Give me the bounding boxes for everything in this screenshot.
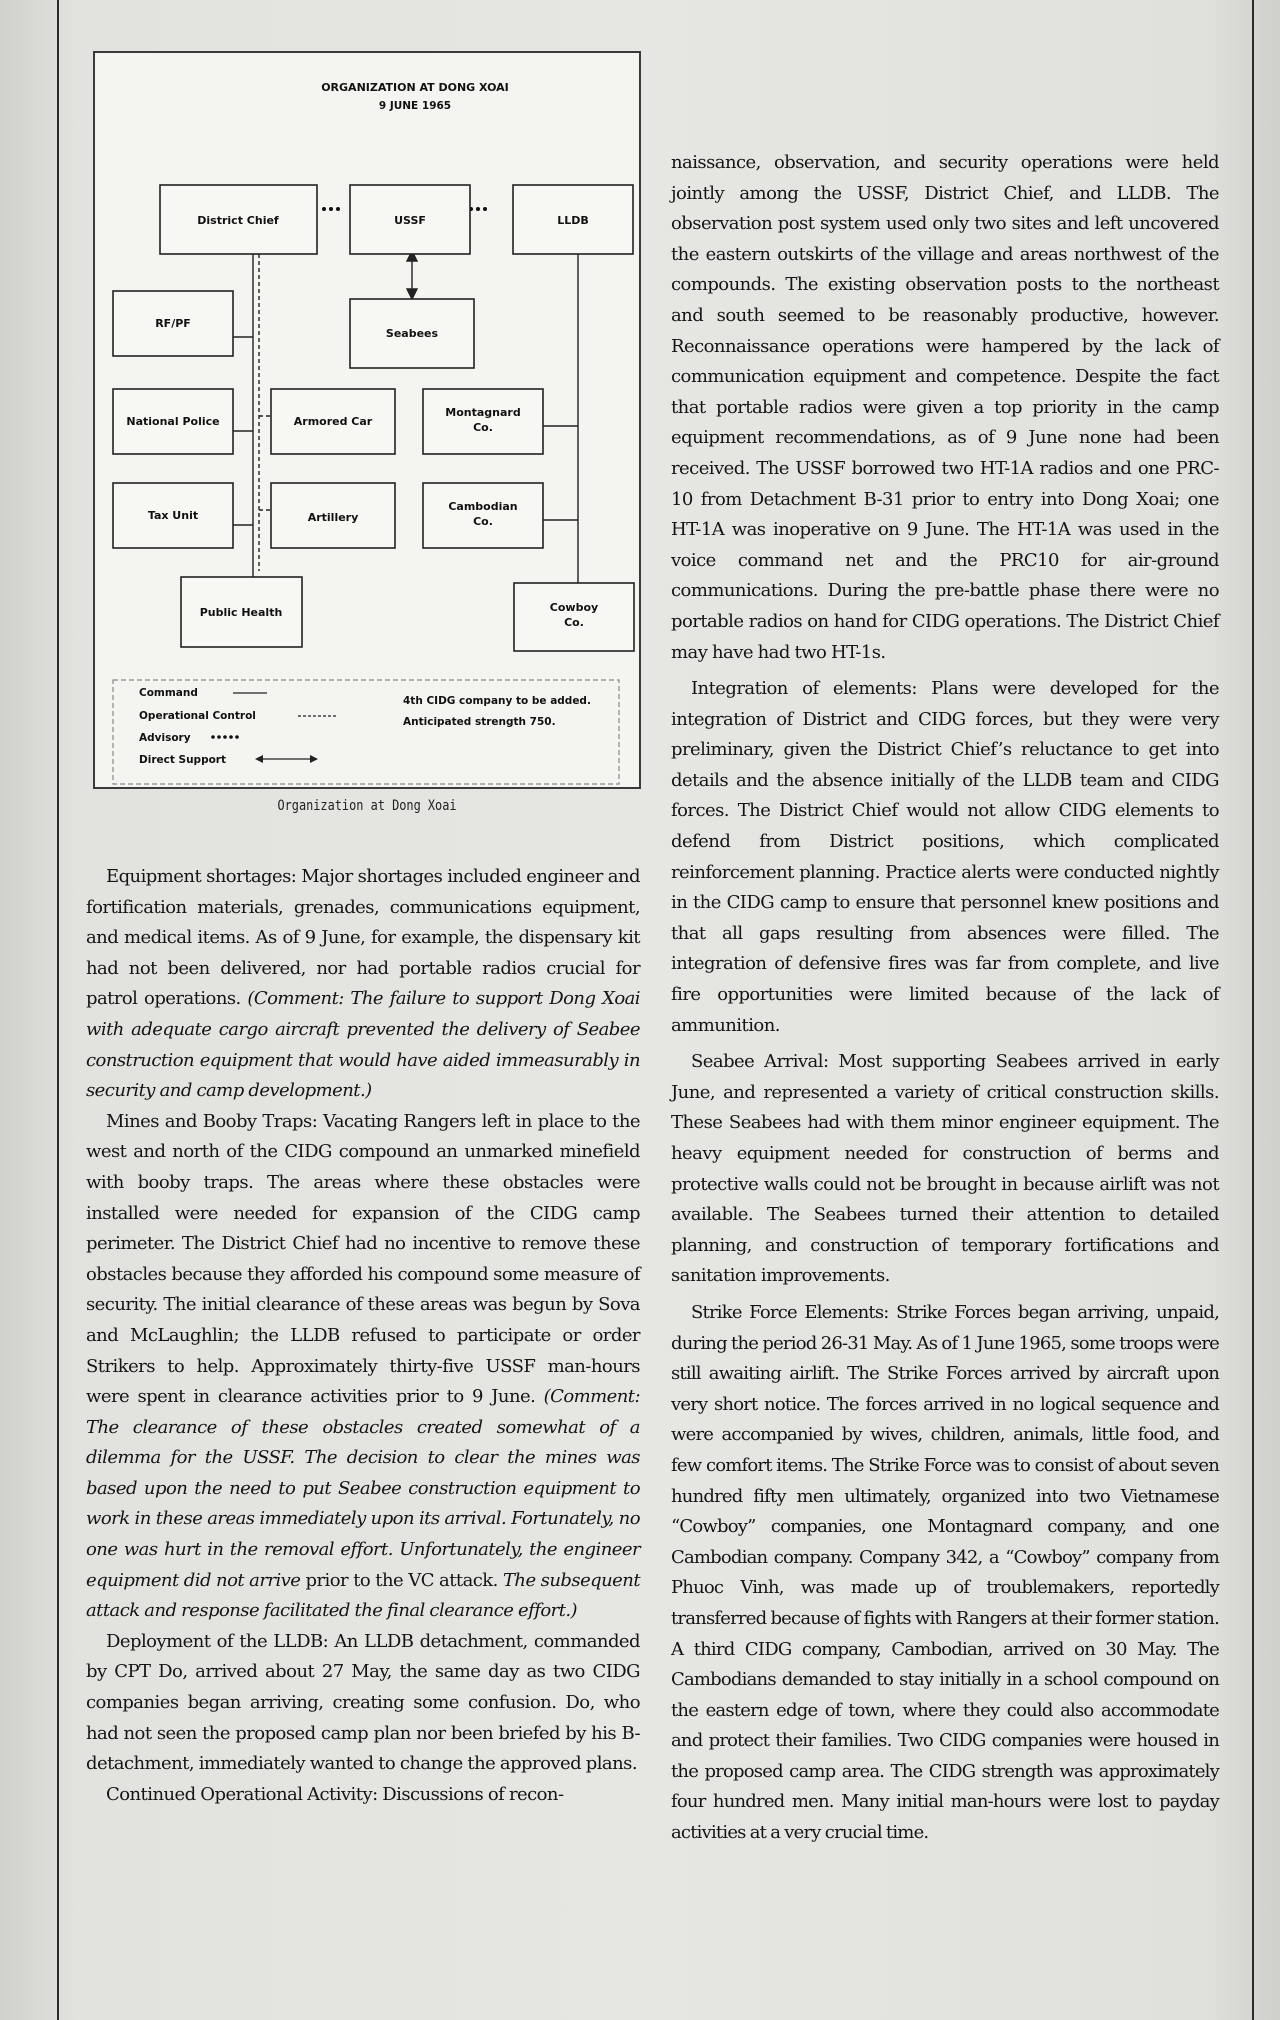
mines-comment-c: The subsequent attack and response facilitated the final clearance effort.) xyxy=(86,1569,641,1622)
montagnard-label-line2: Co. xyxy=(473,421,493,434)
equipment-shortages-paragraph xyxy=(86,862,640,1107)
left-margin-rule xyxy=(57,0,59,2020)
ussf-label: USSF xyxy=(394,214,426,227)
legend-arrow-left xyxy=(255,755,263,763)
chart-title: ORGANIZATION AT DONG XOAI xyxy=(321,81,509,94)
right-text-column xyxy=(671,148,1219,1849)
figure-caption: Organization at Dong Xoai xyxy=(277,798,457,814)
chart-note-line2: Anticipated strength 750. xyxy=(403,716,556,728)
public-health-label: Public Health xyxy=(199,606,283,619)
mines-paragraph xyxy=(86,1107,640,1627)
cambodian-label-line1: Cambodian xyxy=(448,500,518,513)
mines-comment-a: (Comment: The clearance of these obstacles created somewhat of a dilemma for the USSF. The decision to clear the mines was based upon the need to put Seabee construction equipment to work in these areas immediately upon its arrival. Fortunately, no one was hurt in the removal effort. Unfortunately, the engineer equipment did not arrive xyxy=(86,1386,641,1591)
lldb-label: LLDB xyxy=(557,214,589,227)
national-police-label: National Police xyxy=(126,415,220,428)
rfpf-label: RF/PF xyxy=(155,317,191,330)
legend-command: Command xyxy=(139,687,198,699)
mines-comment-b: prior to the VC attack. xyxy=(305,1569,498,1591)
legend-direct-support: Direct Support xyxy=(139,754,226,766)
district-chief-label: District Chief xyxy=(197,214,279,227)
cowboy-label-line2: Co. xyxy=(564,616,584,629)
legend-arrow-right xyxy=(310,755,318,763)
equipment-shortages-text: Equipment shortages: Major shortages included engineer and fortification materials, grenades, communications equipment, and medical items. As of 9 June, for example, the dispensary kit had not been delivered, nor had portable radios crucial for patrol operations. xyxy=(86,866,640,1010)
deployment-paragraph: Deployment of the LLDB: An LLDB detachment, commanded by CPT Do, arrived about 27 May, the same day as two CIDG companies began arriving, creating some confusion. Do, who had not seen the proposed camp plan nor been briefed by his B-detachment, immediately wanted to change the approved plans. xyxy=(86,1630,640,1775)
right-margin-rule xyxy=(1252,0,1254,2020)
tax-unit-label: Tax Unit xyxy=(147,509,199,522)
continued-operational-paragraph-end: naissance, observation, and security operations were held jointly among the USSF, District Chief, and LLDB. The observation post system used only two sites and left uncovered the eastern outskirts of the village and areas northwest of the compounds. The existing observation posts to the northeast and south seemed to be reasonably productive, however. Reconnaissance operations were hampered by the lack of communication equipment and competence. Despite the fact that portable radios were given a top priority in the camp equipment recommendations, as of 9 June none had been received. The USSF borrowed two HT-1A radios and one PRC-10 from Detachment B-31 prior to entry into Dong Xoai; one HT-1A was inoperative on 9 June. The HT-1A was used in the voice command net and the PRC10 for air-ground communications. During the pre-battle phase there were no portable radios on hand for CIDG operations. The District Chief may have had two HT-1s. xyxy=(671,152,1219,663)
cambodian-label-line2: Co. xyxy=(473,515,493,528)
integration-paragraph: Integration of elements: Plans were developed for the integration of District and CIDG forces, but they were very preliminary, given the District Chief’s reluctance to get into details and the absence initially of the LLDB team and CIDG forces. The District Chief would not allow CIDG elements to defend from District positions, which complicated reinforcement planning. Practice alerts were conducted nightly in the CIDG camp to ensure that personnel knew positions and that all gaps resulting from absences were filled. The integration of defensive fires was far from complete, and live fire opportunities were limited because of the lack of ammunition. xyxy=(671,678,1219,1036)
artillery-label: Artillery xyxy=(307,511,359,524)
seabee-arrival-paragraph: Seabee Arrival: Most supporting Seabees arrived in early June, and represented a variety of critical construction skills. These Seabees had with them minor engineer equipment. The heavy equipment needed for construction of berms and protective walls could not be brought in because airlift was not available. The Seabees turned their attention to detailed planning, and construction of temporary fortifications and sanitation improvements. xyxy=(671,1051,1219,1287)
legend-advisory-dots xyxy=(211,735,239,739)
left-text-column xyxy=(86,862,640,1810)
montagnard-label-line1: Montagnard xyxy=(445,406,521,419)
seabees-label: Seabees xyxy=(385,327,439,340)
mines-text: Mines and Booby Traps: Vacating Rangers left in place to the west and north of the CIDG compound an unmarked minefield with booby traps. The areas where these obstacles were installed were needed for expansion of the CIDG camp perimeter. The District Chief had no incentive to remove these obstacles because they afforded his compound some measure of security. The initial clearance of these areas was begun by Sova and McLaughlin; the LLDB refused to participate or order Strikers to help. Approximately thirty-five USSF man-hours were spent in clearance activities prior to 9 June. xyxy=(86,1110,640,1408)
chart-note-line1: 4th CIDG company to be added. xyxy=(403,695,591,707)
legend-advisory: Advisory xyxy=(139,732,191,744)
organization-chart xyxy=(93,51,641,789)
continued-operational-paragraph-start: Continued Operational Activity: Discussions of recon- xyxy=(106,1783,564,1805)
legend-operational-control: Operational Control xyxy=(139,710,256,722)
strike-force-paragraph: Strike Force Elements: Strike Forces began arriving, unpaid, during the period 26-31 May. As of 1 June 1965, some troops were still awaiting airlift. The Strike Forces arrived by aircraft upon very short notice. The forces arrived in no logical sequence and were accompanied by wives, children, animals, little food, and few comfort items. The Strike Force was to consist of about seven hundred fifty men ultimately, organized into two Vietnamese “Cowboy” companies, one Montagnard company, and one Cambodian company. Company 342, a “Cowboy” company from Phuoc Vinh, was made up of troublemakers, reportedly transferred because of fights with Rangers at their former station. A third CIDG company, Cambodian, arrived on 30 May. The Cambodians demanded to stay initially in a school compound on the eastern edge of town, where they could also accommodate and protect their families. Two CIDG companies were housed in the proposed camp area. The CIDG strength was approximately four hundred men. Many initial man-hours were lost to payday activities at a very crucial time. xyxy=(671,1301,1219,1844)
chart-date: 9 JUNE 1965 xyxy=(378,100,452,112)
equipment-shortages-comment: (Comment: The failure to support Dong Xoai with adequate cargo aircraft prevented the delivery of Seabee construction equipment that would have aided immeasurably in security and camp development.) xyxy=(86,988,641,1102)
cowboy-label-line1: Cowboy xyxy=(549,601,599,614)
armored-car-label: Armored Car xyxy=(293,415,373,428)
